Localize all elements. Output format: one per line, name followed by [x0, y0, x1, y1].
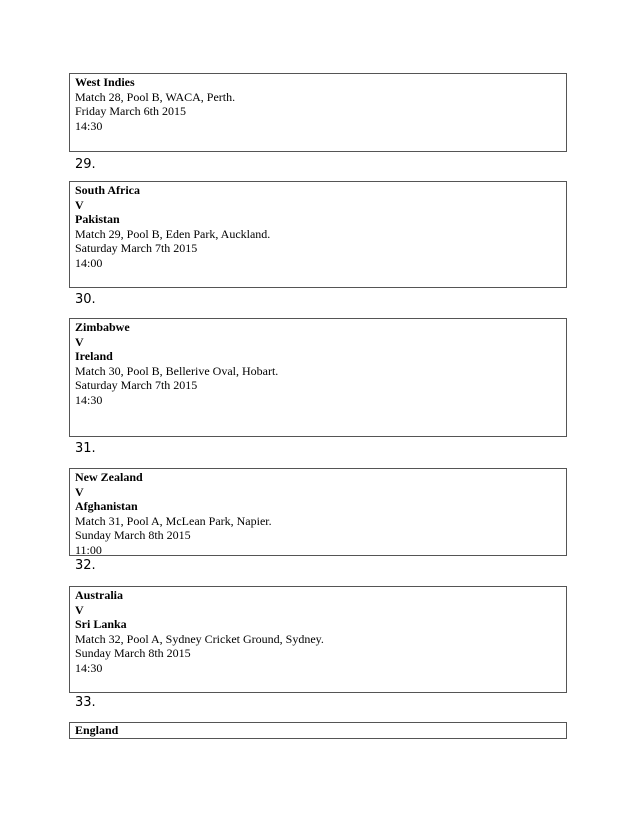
- match-date: Saturday March 7th 2015: [75, 241, 198, 255]
- match-number-30: 30.: [75, 292, 96, 307]
- match-time: 14:00: [75, 255, 103, 270]
- versus-label: V: [75, 602, 84, 617]
- match-time: 11:00: [75, 542, 102, 557]
- match-time: 14:30: [75, 660, 103, 675]
- match-time: 14:30: [75, 392, 103, 407]
- match-number-31: 31.: [75, 441, 96, 456]
- team1-name: Australia: [75, 588, 123, 602]
- team2-name: Pakistan: [75, 212, 120, 226]
- match-number-29: 29.: [75, 157, 96, 172]
- versus-label: V: [75, 197, 84, 212]
- team2-name: Afghanistan: [75, 499, 138, 513]
- match-box-30: [69, 318, 567, 437]
- team1-name: South Africa: [75, 183, 141, 197]
- team2-name: Sri Lanka: [75, 617, 127, 631]
- match-details: Match 29, Pool B, Eden Park, Auckland.: [75, 226, 271, 241]
- match-details: Match 31, Pool A, McLean Park, Napier.: [75, 513, 272, 528]
- team1-name: West Indies: [75, 75, 135, 89]
- team2-name: Ireland: [75, 349, 113, 363]
- team1-name: England: [75, 723, 119, 737]
- team1-name: New Zealand: [75, 470, 143, 484]
- match-number-32: 32.: [75, 558, 96, 573]
- match-details: Match 28, Pool B, WACA, Perth.: [75, 89, 236, 104]
- match-date: Friday March 6th 2015: [75, 104, 186, 118]
- team1-name: Zimbabwe: [75, 320, 130, 334]
- versus-label: V: [75, 334, 84, 349]
- match-time: 14:30: [75, 118, 103, 133]
- match-number-33: 33.: [75, 695, 96, 710]
- match-date: Saturday March 7th 2015: [75, 378, 198, 392]
- versus-label: V: [75, 484, 84, 499]
- match-box-32: [69, 586, 567, 693]
- match-date: Sunday March 8th 2015: [75, 528, 191, 542]
- match-date: Sunday March 8th 2015: [75, 646, 191, 660]
- match-box-29: [69, 181, 567, 288]
- match-box-31: [69, 468, 567, 556]
- match-details: Match 30, Pool B, Bellerive Oval, Hobart.: [75, 363, 279, 378]
- match-details: Match 32, Pool A, Sydney Cricket Ground, Sydney.: [75, 631, 324, 646]
- match-box-28: [69, 73, 567, 152]
- match-box-33: [69, 722, 567, 739]
